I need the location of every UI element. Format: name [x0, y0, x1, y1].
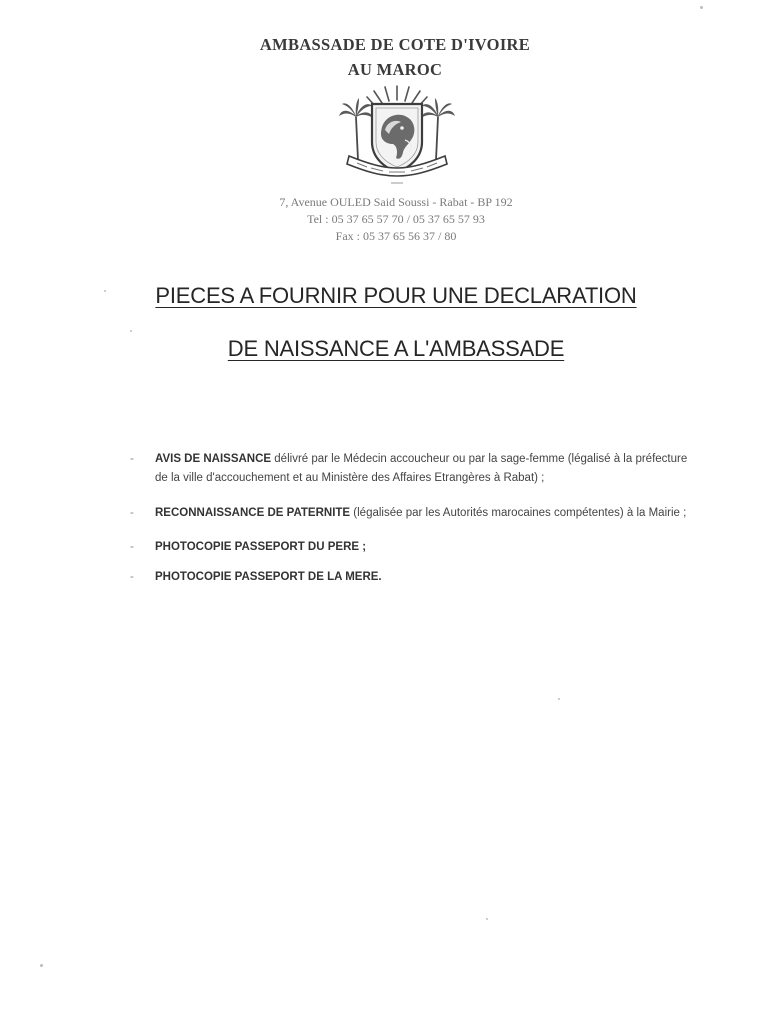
requirement-name: RECONNAISSANCE DE PATERNITE — [155, 507, 351, 519]
document-title-line-2 — [0, 336, 768, 362]
document-title-text-2: DE NAISSANCE A L'AMBASSADE — [227, 336, 565, 361]
embassy-fax: Fax : 05 37 65 56 37 / 80 — [335, 229, 457, 243]
requirement-name: PHOTOCOPIE PASSEPORT DU PERE ; — [155, 541, 367, 553]
document-title-line-1 — [0, 283, 768, 309]
scan-speck — [130, 330, 132, 332]
embassy-address: 7, Avenue OULED Said Soussi - Rabat - BP 192 — [279, 195, 513, 209]
list-bullet: - — [130, 507, 134, 519]
requirement-name: AVIS DE NAISSANCE — [155, 453, 272, 465]
scan-speck — [40, 964, 43, 967]
requirement-item — [130, 450, 690, 488]
requirement-item — [130, 504, 690, 523]
organization-location: AU MAROC — [347, 60, 443, 79]
scan-speck — [486, 918, 488, 920]
requirement-details: (légalisée par les Autorités marocaines compétentes) à la Mairie ; — [350, 507, 687, 519]
embassy-phone: Tel : 05 37 65 57 70 / 05 37 65 57 93 — [307, 212, 485, 226]
requirements-list — [130, 450, 690, 587]
organization-name: AMBASSADE DE COTE D'IVOIRE — [259, 35, 531, 54]
coat-of-arms-icon — [339, 82, 455, 190]
list-bullet: - — [130, 571, 134, 583]
requirement-name: PHOTOCOPIE PASSEPORT DE LA MERE. — [155, 571, 382, 583]
list-bullet: - — [130, 453, 134, 465]
requirement-item — [130, 568, 690, 587]
requirement-details: délivré par le Médecin accoucheur ou par la sage-femme (légalisé à la préfecture de la ville d'accouchement et au Ministère des Affaires Etrangères à Rabat) ; — [155, 453, 688, 484]
list-bullet: - — [130, 541, 134, 553]
scan-speck — [558, 698, 560, 700]
scan-speck — [700, 6, 703, 9]
requirement-item — [130, 538, 690, 557]
scan-speck — [104, 290, 106, 292]
document-title-text-1: PIECES A FOURNIR POUR UNE DECLARATION — [155, 283, 637, 308]
